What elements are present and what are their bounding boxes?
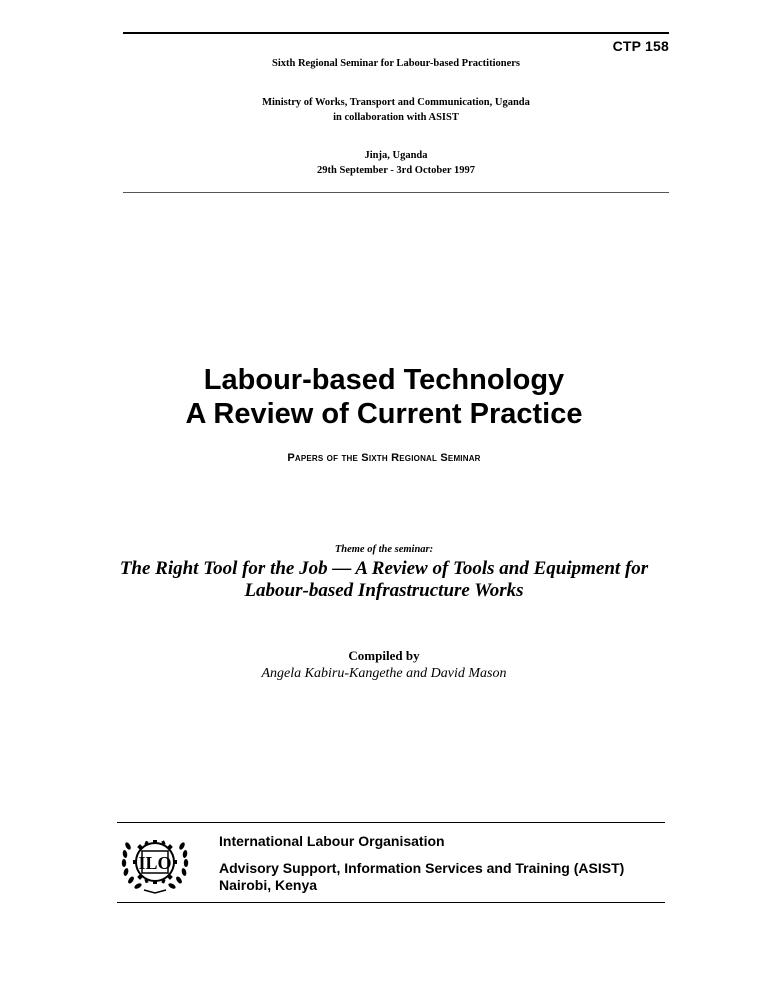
- publisher-top-rule: [117, 822, 665, 823]
- publisher-unit: Advisory Support, Information Services and Training (ASIST): [219, 860, 625, 876]
- svg-text:ILO: ILO: [138, 853, 172, 873]
- theme-line-2: Labour-based Infrastructure Works: [244, 580, 524, 601]
- publisher-bottom-rule: [117, 902, 665, 903]
- document-code: CTP 158: [612, 38, 669, 54]
- ilo-emblem-icon: [120, 832, 190, 896]
- page-subtitle: Papers of the Sixth Regional Seminar: [287, 452, 481, 464]
- compilers-names: Angela Kabiru-Kangethe and David Mason: [261, 666, 507, 681]
- theme-label: Theme of the seminar:: [334, 544, 434, 555]
- compiled-by-label: Compiled by: [348, 648, 420, 663]
- publisher-organisation: International Labour Organisation: [219, 833, 445, 849]
- header-top-rule: [123, 32, 669, 34]
- publisher-city: Nairobi, Kenya: [219, 877, 318, 893]
- seminar-name: Sixth Regional Seminar for Labour-based Practitioners: [271, 58, 520, 69]
- header-bottom-rule: [123, 192, 669, 193]
- seminar-location: Jinja, Uganda: [364, 150, 428, 161]
- organiser-line-2: in collaboration with ASIST: [333, 112, 459, 123]
- seminar-dates: 29th September - 3rd October 1997: [317, 165, 475, 176]
- page-title-line-2: A Review of Current Practice: [185, 398, 583, 430]
- organiser-line-1: Ministry of Works, Transport and Communication, Uganda: [262, 97, 530, 108]
- theme-line-1: The Right Tool for the Job — A Review of Tools and Equipment for: [119, 558, 649, 579]
- page-title-line-1: Labour-based Technology: [203, 364, 565, 396]
